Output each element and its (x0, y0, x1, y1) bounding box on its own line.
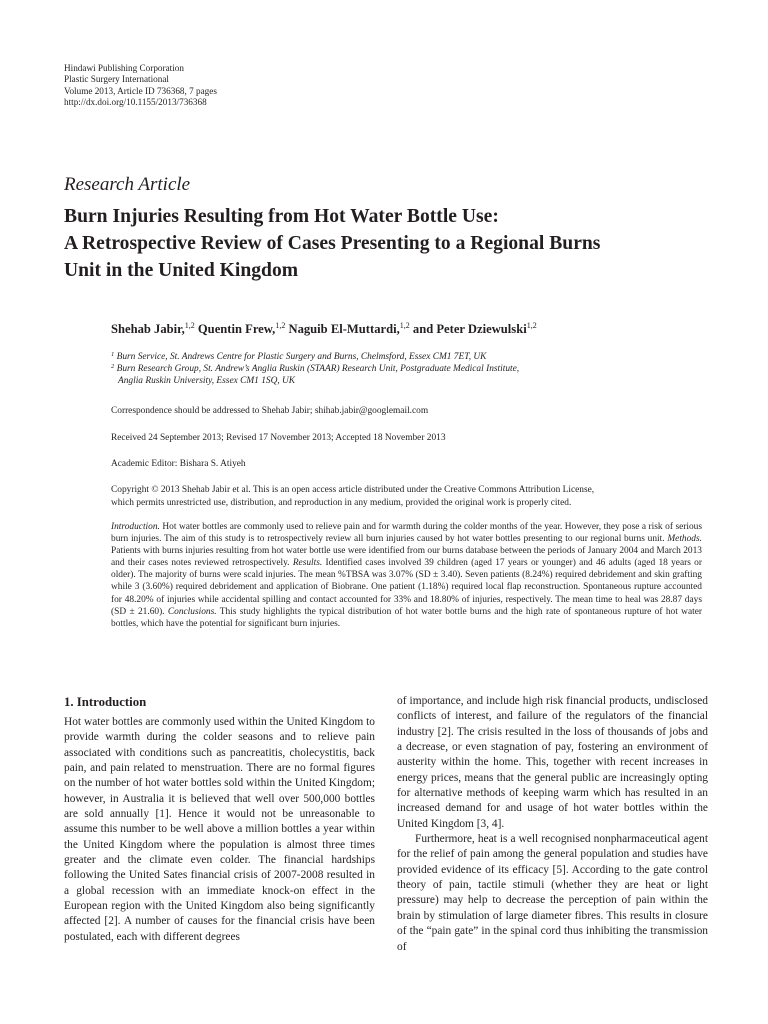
article-type: Research Article (64, 174, 191, 195)
journal-name: Plastic Surgery International (64, 74, 169, 85)
author-affiliation-mark: 1,2 (275, 321, 286, 330)
affiliation-2 (111, 363, 519, 375)
author-name: Quentin Frew, (197, 322, 276, 336)
abstract-label-conclusions: Conclusions. (167, 606, 217, 617)
abstract-label-methods: Methods. (667, 534, 702, 545)
title-line: Burn Injuries Resulting from Hot Water Bottle Use: (64, 206, 499, 227)
journal-header (64, 63, 217, 108)
copyright-line: Copyright © 2013 Shehab Jabir et al. This is an open access article distributed under the Creative Commons Attribution License, (111, 485, 595, 495)
abstract (111, 521, 702, 630)
publisher-name: Hindawi Publishing Corporation (64, 63, 184, 73)
body-paragraph: Hot water bottles are commonly used within the United Kingdom to provide warmth during the colder seasons and to relieve pain associated with conditions such as pancreatitis, cholecystitis, back pain, and pain related to menstruation. There are no formal figures on the number of hot water bottles sold within the United Kingdom; however, in Australia it is believed that well over 500,000 bottles are sold annually [1]. Hence it would not be unreasonable to assume this number to be well above a million bottles a year within the United Kingdom where the population is almost three times greater and the climate even colder. The financial hardships following the United Sates financial crisis of 2007-2008 resulted in a global recession with an immediate knock-on effect in the European region with the United Kingdom also being significantly affected [2]. A number of causes for the financial crisis have been postulated, each with different degrees (64, 716, 375, 943)
copyright-line: which permits unrestricted use, distribution, and reproduction in any medium, provided the original work is properly cited. (111, 498, 572, 508)
copyright-notice (111, 484, 594, 510)
doi-link[interactable]: http://dx.doi.org/10.1155/2013/736368 (64, 96, 207, 107)
title-line: A Retrospective Review of Cases Presenting to a Regional Burns (64, 233, 601, 254)
body-paragraph: of importance, and include high risk financial products, undisclosed conflicts of interest, and failure of the regulators of the financial industry [2]. The crisis resulted in the loss of thousands of jobs and a decrease, or even stagnation of pay, fostering an environment of austerity within the home. This, together with recent increases in energy prices, means that the general public are increasingly opting for alternative methods of keeping warm which has resulted in an increased demand for and usage of hot water bottles within the United Kingdom [3, 4]. (397, 695, 708, 830)
body-column-right (397, 694, 708, 955)
abstract-conclusions-text: This study highlights the typical distribution of hot water bottle burns and the high rate of spontaneous rupture of hot water bottles, which have the potential for significant burn injuries. (111, 606, 702, 629)
author-list (111, 322, 537, 337)
abstract-results-text: Identified cases involved 39 children (aged 17 years or younger) and 46 adults (aged 18 years or older). The majority of burns were scald injuries. The mean %TBSA was 3.07% (SD ± 3.40). Seven patients (8.24%) required debridement and skin grafting while 3 (3.60%) required debridement and application of Biobrane. One patient (1.18%) required local flap reconstruction. Spontaneous rupture accounted for 48.20% of injuries while accidental spilling and contact accounted for 33% and 18.80% of injuries, respectively. The mean time to heal was 28.87 days (SD ± 21.60). (111, 558, 702, 617)
affiliation-number: 2 (111, 363, 115, 371)
section-heading: 1. Introduction (64, 695, 147, 709)
body-column-left (64, 695, 375, 945)
abstract-methods-text: Patients with burns injuries resulting from hot water bottle use were identified from our burns database between the periods of January 2004 and March 2013 and their cases notes reviewed retrospectively. (111, 546, 702, 569)
article-dates: Received 24 September 2013; Revised 17 November 2013; Accepted 18 November 2013 (111, 433, 446, 443)
article-title (64, 203, 724, 284)
author-name: and Peter Dziewulski (412, 322, 527, 336)
affiliations (111, 351, 519, 388)
author-name: Shehab Jabir, (111, 322, 185, 336)
affiliation-text: Burn Service, St. Andrews Centre for Plastic Surgery and Burns, Chelmsford, Essex CM1 7ET, UK (116, 352, 487, 362)
affiliation-text: Burn Research Group, St. Andrew’s Anglia Ruskin (STAAR) Research Unit, Postgraduate Medical Institute, (116, 364, 520, 375)
author-affiliation-mark: 1,2 (399, 321, 410, 330)
correspondence: Correspondence should be addressed to Shehab Jabir; shihab.jabir@googlemail.com (111, 406, 429, 416)
abstract-introduction-text: Hot water bottles are commonly used to relieve pain and for warmth during the colder months of the year. However, they pose a risk of serious burn injuries. The aim of this study is to retrospectively review all burn injuries caused by hot water bottles presenting to our regional burns unit. (111, 522, 702, 545)
affiliation-number: 1 (111, 351, 115, 358)
academic-editor: Academic Editor: Bishara S. Atiyeh (111, 459, 246, 469)
body-paragraph: Furthermore, heat is a well recognised nonpharmaceutical agent for the relief of pain among the general population and studies have provided evidence of its efficacy [5]. According to the gate control theory of pain, tactile stimuli (whether they are heat or light pressure) may help to decrease the perception of pain within the brain by stimulation of large diameter fibres. This results in closure of the “pain gate” in the spinal cord thus inhibiting the transmission of (397, 833, 708, 953)
affiliation-1 (111, 351, 519, 363)
author-affiliation-mark: 1,2 (184, 321, 195, 330)
abstract-label-results: Results. (292, 558, 323, 569)
author-name: Naguib El-Muttardi, (288, 322, 400, 336)
volume-info: Volume 2013, Article ID 736368, 7 pages (64, 85, 217, 96)
abstract-label-introduction: Introduction. (111, 522, 160, 532)
affiliation-2-continued: Anglia Ruskin University, Essex CM1 1SQ, UK (118, 376, 296, 387)
author-affiliation-mark: 1,2 (526, 321, 537, 330)
title-line: Unit in the United Kingdom (64, 260, 299, 281)
